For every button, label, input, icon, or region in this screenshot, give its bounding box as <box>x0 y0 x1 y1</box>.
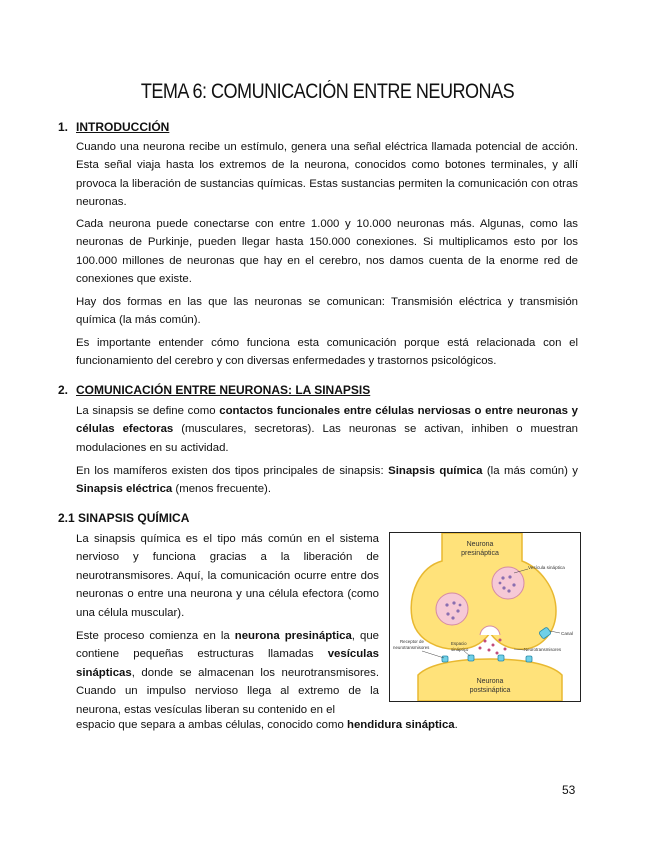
label-postsynaptic-1: Neurona <box>476 678 504 685</box>
synapse-diagram <box>390 533 580 701</box>
synaptic-vesicle <box>436 593 468 625</box>
label-presynaptic-1: Neurona <box>466 541 494 548</box>
section-heading-sinapsis <box>58 383 370 397</box>
section-label: INTRODUCCIÓN <box>76 120 170 134</box>
text-run: La sinapsis se define como <box>76 405 220 417</box>
section-label: COMUNICACIÓN ENTRE NEURONAS: LA SINAPSIS <box>76 383 371 397</box>
section-heading-introduccion <box>58 120 169 134</box>
page-number: 53 <box>562 783 576 797</box>
text-run: (la más común) y <box>482 465 579 477</box>
paragraph-intro-3: Hay dos formas en las que las neuronas se comunican: Transmisión eléctrica y transmisión química (la más común). <box>76 296 578 327</box>
text-run: Este proceso comienza en la <box>76 630 235 642</box>
text-run: (menos frecuente). <box>172 483 272 496</box>
paragraph-quimica-2 <box>76 627 379 719</box>
bold-term: contactos funcionales entre células nerviosas o entre neuronas y células efectoras <box>76 405 578 436</box>
label-postsynaptic-2: postsináptica <box>469 687 511 694</box>
bold-term: neurona presináptica <box>234 630 352 642</box>
label-channel: Canal <box>561 631 574 636</box>
synapse-figure <box>389 532 581 702</box>
text-run: espacio que separa a ambas células, conocido como <box>76 719 348 731</box>
label-space-1: Espacio <box>451 641 467 646</box>
label-space-2: sináptico <box>451 647 469 652</box>
label-receptor-1: Receptor de <box>400 639 424 644</box>
paragraph-sinapsis-types <box>76 462 578 499</box>
bold-term: Sinapsis eléctrica <box>76 483 173 496</box>
label-vesicle: Vesícula sináptica <box>528 565 565 570</box>
text-run: , donde se almacenan los neurotransmisores. Cuando un impulso nervioso llega al extremo de la neurona, estas vesículas liberan su contenido en el <box>76 666 379 716</box>
text-run: , que contiene pequeñas estructuras llamadas <box>76 630 379 661</box>
paragraph-quimica-1: La sinapsis química es el tipo más común en el sistema nervioso y funciona gracias a la liberación de neurotransmisores. Aquí, la comunicación ocurre entre dos neuronas o entre una neurona y una célula efectora (como una célula muscular). <box>76 533 379 619</box>
paragraph-intro-2: Cada neurona puede conectarse con entre 1.000 y 10.000 neuronas más. Algunas, como las neuronas de Purkinje, pueden llegar hasta 150.000 conexiones. Si multiplicamos esto por los 100.000 millones de neuronas que hay en el cerebro, nos damos cuenta de la enorme red de conexiones que existe. <box>76 218 578 286</box>
section-number: 2. <box>58 383 69 397</box>
paragraph-quimica-3 <box>76 716 578 734</box>
text-run: En los mamíferos existen dos tipos principales de sinapsis: <box>76 465 389 477</box>
text-run: . <box>454 719 458 731</box>
text-run: (musculares, secretoras). Las neuronas se activan, inhiben o muestran modulaciones en su actividad. <box>76 423 578 454</box>
subsection-heading-sinapsis-quimica: 2.1 SINAPSIS QUÍMICA <box>58 511 190 525</box>
section-number: 1. <box>58 120 69 134</box>
paragraph-intro-1: Cuando una neurona recibe un estímulo, genera una señal eléctrica llamada potencial de acción. Esta señal viaja hasta los extremos de la neurona, conocidos como botones terminales, y allí provoca la liberación de sustancias químicas. Estas sustancias permiten la comunicación con otras neuronas. <box>76 141 578 209</box>
label-presynaptic-2: presináptica <box>461 550 499 557</box>
bold-term: vesículas sinápticas <box>76 648 379 679</box>
synaptic-vesicle <box>492 567 524 599</box>
label-neurotransmitters: Neurotransmisores <box>524 647 562 652</box>
paragraph-intro-4: Es importante entender cómo funciona esta comunicación porque está relacionada con el funcionamiento del cerebro y con diversas enfermedades y trastornos psicológicos. <box>76 337 578 368</box>
page-title: TEMA 6: COMUNICACIÓN ENTRE NEURONAS <box>140 80 515 103</box>
bold-term: Sinapsis química <box>388 465 483 477</box>
paragraph-sinapsis-definition <box>76 402 578 457</box>
bold-term: hendidura sináptica <box>347 719 455 731</box>
label-receptor-2: neurotransmisores <box>393 645 430 650</box>
